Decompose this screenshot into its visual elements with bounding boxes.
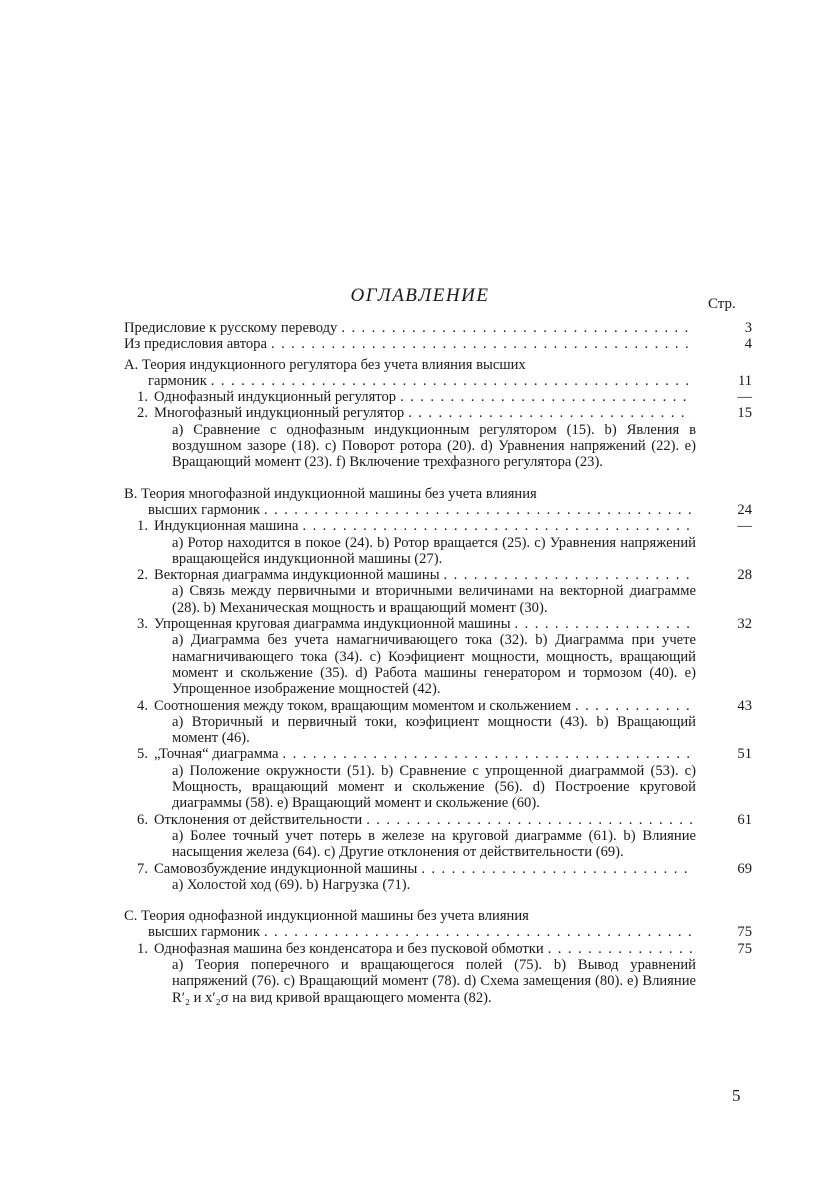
toc-subentries: a) Вторичный и первичный токи, коэфициент мощности (43). b) Вращающий момент (46). (172, 713, 696, 747)
toc-subentries: a) Более точный учет потерь в железе на круговой диаграмме (61). b) Влияние насыщения железа (64). c) Другие отклонения от действительности (69). (172, 827, 696, 861)
toc-entry: 5. „Точная“ диаграмма . . . 51 (124, 746, 752, 762)
toc-entry-text: Из предисловия автора (124, 336, 267, 353)
toc-subentries: a) Положение окружности (51). b) Сравнение с упрощенной диаграммой (53). c) Мощность, вращающий момент и скольжение (56). d) Построение круговой диаграммы (58). e) Вращающий момент и скольжение (60). (172, 762, 696, 812)
toc-page-number: 11 (737, 372, 752, 389)
section-title-cont: высших гармоник . . . 24 (124, 502, 752, 518)
section-title-cont: высших гармоник . . . 75 (124, 924, 752, 940)
table-of-contents (124, 320, 752, 1006)
toc-front-entry (124, 336, 752, 352)
toc-subentries: a) Холостой ход (69). b) Нагрузка (71). (172, 876, 411, 893)
toc-subentries: a) Сравнение с однофазным индукционным регулятором (15). b) Явления в воздушном зазоре (18). c) Поворот ротора (20). d) Уравнения напряжений (22). e) Вращающий момент (23). f) Включение трехфазного регулятора (23). (172, 421, 696, 471)
section-title: А. Теория индукционного регулятора без учета влияния высших (124, 356, 526, 373)
toc-subentries: a) Связь между первичными и вторичными величинами на векторной диаграмме (28). b) Механическая мощность и вращающий момент (30). (172, 583, 696, 616)
section-title: С. Теория однофазной индукционной машины без учета влияния (124, 908, 529, 925)
toc-entry: 1. Индукционная машина . . . — (124, 518, 752, 534)
toc-entry: 6. Отклонения от действительности . . . 61 (124, 812, 752, 828)
toc-entry: 3. Упрощенная круговая диаграмма индукционной машины . . . 32 (124, 616, 752, 632)
toc-subentries: a) Диаграмма без учета намагничивающего тока (32). b) Диаграмма при учете намагничивающего тока (34). c) Коэфициент мощности, мощность, вращающий момент и скольжение (35). d) Работа машины генератором и тормозом (40). e) Упрощенное изображение мощностей (42). (172, 632, 696, 698)
toc-subentries: a) Теория поперечного и вращающегося полей (75). b) Вывод уравнений напряжений (76). c) Вращающий момент (78). d) Схема замещения (80). e) Влияние R′₂ и x′₂σ на вид кривой вращающего момента (82). (172, 956, 696, 1006)
toc-entry: 1. Однофазная машина без конденсатора и без пусковой обмотки . . . 75 (124, 941, 752, 957)
toc-heading: ОГЛАВЛЕНИЕ (350, 285, 490, 306)
page-number: 5 (732, 1086, 741, 1105)
toc-entry: 1. Однофазный индукционный регулятор . . . — (124, 389, 752, 405)
page-column-label: Стр. (708, 296, 736, 312)
toc-front-entry (124, 320, 752, 336)
toc-page-number: 4 (744, 336, 752, 353)
toc-page-number: 3 (744, 320, 752, 336)
toc-subentries: a) Ротор находится в покое (24). b) Ротор вращается (25). c) Уравнения напряжений вращающейся индукционной машины (27). (172, 534, 696, 567)
toc-entry-text: Предисловие к русскому переводу (124, 320, 338, 336)
section-title-cont: гармоник . . . 11 (124, 373, 752, 389)
toc-entry: 2. Векторная диаграмма индукционной машины . . . 28 (124, 567, 752, 583)
toc-entry: 4. Соотношения между током, вращающим моментом и скольжением . . . 43 (124, 698, 752, 714)
toc-entry: 2. Многофазный индукционный регулятор . . . 15 (124, 405, 752, 421)
section-title: В. Теория многофазной индукционной машины без учета влияния (124, 485, 537, 502)
toc-entry: 7. Самовозбуждение индукционной машины . . . 69 (124, 861, 752, 877)
